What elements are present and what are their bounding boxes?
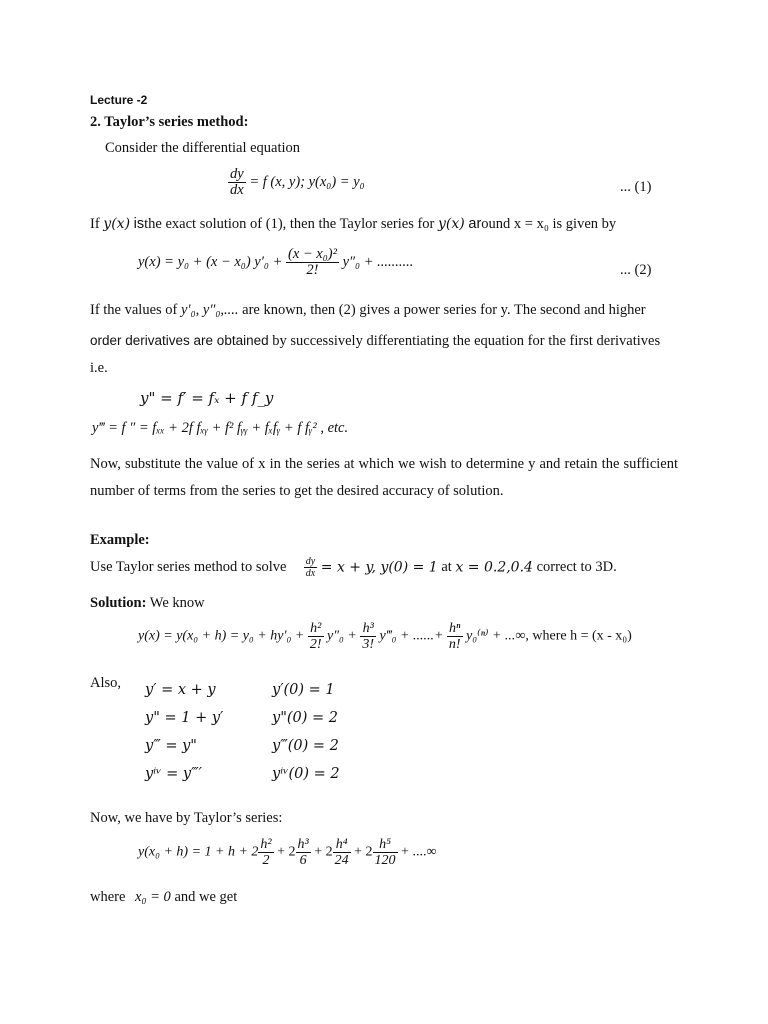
- derivative-left-4: yⁱᵛ = y‴′: [145, 766, 202, 782]
- intro-text: Consider the differential equation: [105, 140, 301, 156]
- fraction-denominator: 3!: [362, 637, 375, 652]
- plus-2: + 2: [314, 844, 333, 860]
- if-word: If: [90, 216, 100, 232]
- series-where: , where h = (x - x₀): [525, 628, 632, 644]
- fraction-denominator: 2!: [306, 262, 319, 278]
- derivative-formula-2: y‴ = f ″ = fₓₓ + 2f fₓᵧ + f² fᵧᵧ + fₓfᵧ + f fᵧ² , etc.: [92, 420, 349, 436]
- plus-2: + 2: [277, 844, 296, 860]
- general-series: [138, 621, 632, 652]
- dy-dx-fraction: [228, 167, 246, 198]
- example-dydx: [304, 556, 317, 579]
- specific-part-end: + ....∞: [401, 844, 437, 860]
- where-word: where: [90, 889, 126, 905]
- example-end: correct to 3D.: [536, 559, 617, 575]
- fraction-numerator: h⁴: [333, 837, 351, 853]
- derivative-right-1: y′(0) = 1: [272, 682, 335, 698]
- specific-fraction-4: [373, 837, 398, 868]
- specific-fraction-3: [333, 837, 351, 868]
- yx-symbol-2: y(x): [438, 216, 465, 232]
- now-taylor-text: Now, we have by Taylor’s series:: [90, 810, 283, 826]
- equation-2-tag: ... (2): [620, 262, 652, 278]
- fraction-denominator: 2: [262, 853, 270, 868]
- values-line-3: i.e.: [90, 360, 108, 376]
- equation-2-fraction: [286, 247, 339, 278]
- values-start: If the values of: [90, 302, 178, 318]
- solution-text: We know: [149, 595, 205, 611]
- specific-fraction-2: [296, 837, 311, 868]
- fraction-denominator: n!: [448, 637, 461, 652]
- if-line-middle: the exact solution of (1), then the Taylor series for: [144, 216, 435, 232]
- example-label: Example:: [90, 532, 150, 548]
- series-part-b: y″₀ +: [327, 628, 357, 644]
- x0-equals-0: x₀ = 0: [135, 889, 171, 905]
- derivative-right-2: y"(0) = 2: [272, 710, 338, 726]
- fraction-denominator: dx: [230, 182, 244, 198]
- fraction-denominator: 120: [374, 853, 396, 868]
- yx-symbol: y(x): [103, 216, 131, 232]
- fraction-numerator: h⁵: [373, 837, 398, 853]
- equation-1: [228, 167, 365, 198]
- fraction-numerator: h²: [308, 621, 324, 637]
- fraction-numerator: hⁿ: [447, 621, 463, 637]
- where-line: [90, 889, 237, 906]
- section-title: 2. Taylor’s series method:: [90, 114, 249, 130]
- derivatives-right-list: [272, 676, 340, 788]
- now-paragraph: Now, substitute the value of x in the series at which we wish to determine y and retain the sufficient number of terms from the series to get the desired accuracy of solution.: [90, 456, 678, 499]
- values-line-2: [90, 333, 660, 350]
- ar-fragment: ar: [468, 216, 482, 232]
- example-text: [90, 556, 617, 579]
- derivatives-left-list: [145, 676, 223, 788]
- values-end: are known, then (2) gives a power series for y. The second and higher: [242, 302, 646, 318]
- series-part-c: y‴₀ + ......+: [379, 628, 444, 644]
- lecture-label: Lecture -2: [90, 93, 148, 107]
- example-at: at: [441, 559, 452, 575]
- specific-fraction-1: [258, 837, 273, 868]
- derivative-left-2: y" = 1 + y′: [145, 710, 224, 726]
- values-line-1: [90, 302, 646, 319]
- series-fraction-3: [360, 621, 376, 652]
- values-line-2b: by successively differentiating the equation for the first derivatives: [272, 333, 661, 349]
- fraction-numerator: dy: [305, 556, 316, 567]
- fraction-denominator: dx: [305, 568, 316, 579]
- solution-label: Solution:: [90, 595, 147, 611]
- fraction-denominator: 2!: [309, 637, 322, 652]
- derivative-formula-1: y" = f′ = fₓ + f f_y: [140, 389, 274, 407]
- example-x-values: x = 0.2,0.4: [455, 559, 533, 576]
- series-fraction-n: [447, 621, 463, 652]
- derivative-left-3: y‴ = y": [145, 738, 197, 754]
- equation-2-lhs: y(x) = y₀ + (x − x₀) y′₀ +: [138, 253, 283, 270]
- values-symbols: y′₀, y″₀,....: [181, 302, 239, 318]
- example-start: Use Taylor series method to solve: [90, 559, 287, 575]
- equation-2-rest: y″₀ + ..........: [342, 253, 414, 270]
- specific-part-a: y(x₀ + h) = 1 + h + 2: [138, 844, 259, 860]
- fraction-denominator: 24: [334, 853, 349, 868]
- fraction-numerator: dy: [230, 166, 244, 182]
- series-part-d: y₀⁽ⁿ⁾ + ...∞: [466, 628, 526, 644]
- equation-1-rhs: = f (x, y); y(x₀) = y₀: [249, 173, 365, 190]
- example-equation: = x + y, y(0) = 1: [320, 559, 438, 576]
- if-line-end: ound x = x₀ is given by: [481, 216, 617, 232]
- fraction-numerator: h²: [260, 837, 272, 852]
- fraction-denominator: 6: [299, 853, 307, 868]
- fraction-numerator: h³: [360, 621, 376, 637]
- equation-1-tag: ... (1): [620, 179, 652, 195]
- fraction-numerator: (x − x₀)²: [288, 246, 337, 262]
- equation-2: [138, 247, 413, 278]
- derivative-left-1: y′ = x + y: [145, 682, 216, 698]
- fraction-numerator: h³: [297, 837, 309, 852]
- values-line-2a: order derivatives are obtained: [90, 333, 269, 348]
- solution-line: [90, 595, 205, 612]
- plus-2: + 2: [354, 844, 373, 860]
- if-line: [90, 216, 616, 233]
- is-word: is: [133, 216, 145, 232]
- specific-series: [138, 837, 436, 868]
- derivative-right-4: yⁱᵛ(0) = 2: [272, 766, 340, 782]
- series-fraction-2: [308, 621, 324, 652]
- and-we-get: and we get: [174, 889, 238, 905]
- series-part-a: y(x) = y(x₀ + h) = y₀ + hy′₀ +: [138, 628, 305, 644]
- derivative-right-3: y‴(0) = 2: [272, 738, 339, 754]
- also-label: Also,: [90, 675, 122, 691]
